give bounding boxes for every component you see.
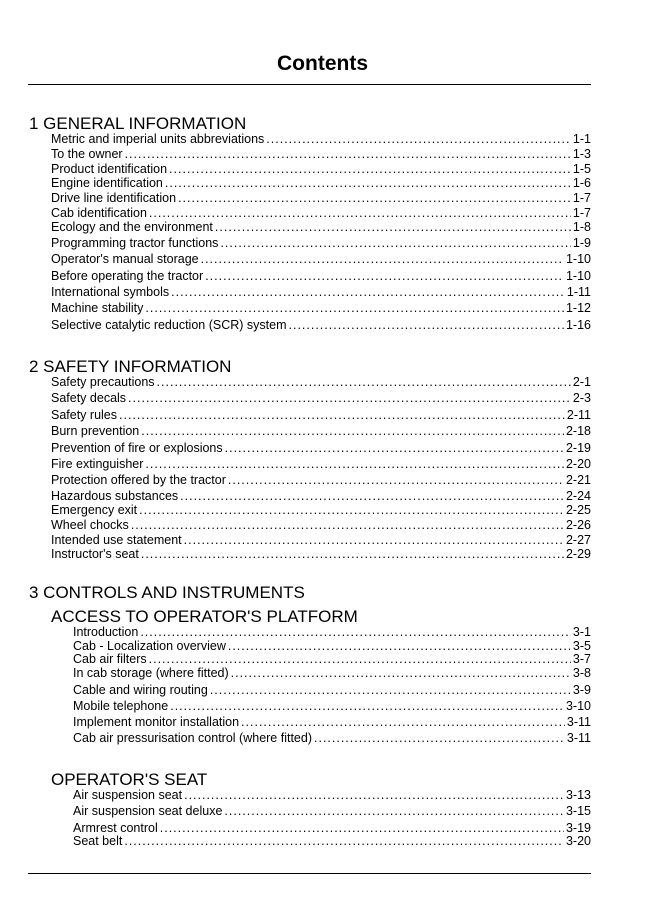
toc-entry-title: Intended use statement <box>51 533 182 547</box>
dot-leader <box>228 473 564 488</box>
toc-entry-page: 1-7 <box>572 191 591 205</box>
toc-entry <box>51 489 591 504</box>
toc-entry <box>51 375 591 390</box>
toc-entry-page: 1-8 <box>572 220 591 234</box>
footer-divider <box>28 873 591 874</box>
dot-leader <box>266 132 571 147</box>
toc-entry-title: Air suspension seat deluxe <box>73 804 223 818</box>
toc-entry <box>73 804 591 819</box>
dot-leader <box>231 666 571 681</box>
section-heading-controls-and-instruments: 3 CONTROLS AND INSTRUMENTS <box>29 583 305 602</box>
page-title: Contents <box>277 52 368 75</box>
dot-leader <box>165 176 571 191</box>
toc-entry-page: 3-7 <box>572 652 591 666</box>
dot-leader <box>241 715 565 730</box>
toc-entry-title: Introduction <box>73 625 139 639</box>
toc-entry <box>73 666 591 681</box>
toc-entry-title: To the owner <box>51 147 123 161</box>
toc-entry-page: 2-20 <box>565 457 591 471</box>
toc-entry-title: Engine identification <box>51 176 163 190</box>
toc-entry-page: 1-7 <box>572 206 591 220</box>
toc-entry <box>51 318 591 333</box>
toc-entry-title: Hazardous substances <box>51 489 179 503</box>
toc-entry-page: 2-1 <box>572 375 591 389</box>
dot-leader <box>149 206 571 221</box>
toc-entry-title: Cab air filters <box>73 652 147 666</box>
toc-entry <box>51 503 591 518</box>
section-heading-safety-information: 2 SAFETY INFORMATION <box>29 357 232 376</box>
toc-entry-title: International symbols <box>51 285 170 299</box>
dot-leader <box>124 834 564 849</box>
toc-entry-page: 3-15 <box>565 804 591 818</box>
toc-entry <box>51 408 591 423</box>
dot-leader <box>210 683 571 698</box>
dot-leader <box>289 318 564 333</box>
toc-entry-title: Selective catalytic reduction (SCR) system <box>51 318 287 332</box>
dot-leader <box>184 533 564 548</box>
toc-entry-title: Protection offered by the tractor <box>51 473 226 487</box>
toc-entry-title: Instructor's seat <box>51 547 139 561</box>
toc-entry-title: Armrest control <box>73 821 158 835</box>
toc-entry-title: Safety precautions <box>51 375 155 389</box>
dot-leader <box>314 731 565 746</box>
toc-entry-title: Drive line identification <box>51 191 177 205</box>
toc-entry-page: 3-10 <box>565 699 591 713</box>
dot-leader <box>140 625 571 640</box>
subsection-heading-access-to-operators-platform: ACCESS TO OPERATOR'S PLATFORM <box>51 607 358 626</box>
toc-entry-title: In cab storage (where fitted) <box>73 666 229 680</box>
dot-leader <box>180 489 564 504</box>
toc-entry <box>51 236 591 251</box>
toc-entry-page: 1-10 <box>565 269 591 283</box>
toc-entry <box>51 473 591 488</box>
toc-entry-title: Implement monitor installation <box>73 715 240 729</box>
dot-leader <box>224 804 564 819</box>
dot-leader <box>170 699 564 714</box>
toc-entry-title: Burn prevention <box>51 424 140 438</box>
toc-entry <box>73 683 591 698</box>
toc-entry <box>51 518 591 533</box>
toc-entry <box>51 191 591 206</box>
toc-entry-title: Cab air pressurisation control (where fitted) <box>73 731 312 745</box>
toc-entry-title: Safety rules <box>51 408 118 422</box>
toc-entry-title: Mobile telephone <box>73 699 169 713</box>
dot-leader <box>119 408 565 423</box>
toc-entry-title: Cable and wiring routing <box>73 683 208 697</box>
toc-entry-page: 2-18 <box>565 424 591 438</box>
toc-entry-title: Wheel chocks <box>51 518 129 532</box>
toc-entry-page: 2-26 <box>565 518 591 532</box>
toc-entry-page: 3-11 <box>566 715 591 729</box>
toc-entry-page: 2-29 <box>565 547 591 561</box>
dot-leader <box>145 301 564 316</box>
toc-entry-page: 2-25 <box>565 503 591 517</box>
dot-leader <box>225 441 564 456</box>
toc-entry-page: 3-19 <box>565 821 591 835</box>
toc-entry <box>73 715 591 730</box>
section-heading-general-information: 1 GENERAL INFORMATION <box>29 114 247 133</box>
toc-entry-page: 3-8 <box>572 666 591 680</box>
toc-entry <box>51 220 591 235</box>
toc-entry <box>51 252 591 267</box>
toc-entry-page: 1-11 <box>566 285 591 299</box>
dot-leader <box>157 375 571 390</box>
dot-leader <box>201 252 564 267</box>
toc-entry <box>51 285 591 300</box>
toc-entry <box>51 132 591 147</box>
toc-entry-page: 3-1 <box>572 625 591 639</box>
toc-entry <box>51 269 591 284</box>
toc-entry <box>51 457 591 472</box>
toc-entry-page: 2-24 <box>565 489 591 503</box>
toc-entry-page: 1-9 <box>572 236 591 250</box>
toc-entry-page: 1-16 <box>565 318 591 332</box>
toc-entry-title: Emergency exit <box>51 503 138 517</box>
dot-leader <box>178 191 571 206</box>
dot-leader <box>128 391 571 406</box>
dot-leader <box>131 518 564 533</box>
toc-entry-title: Cab - Localization overview <box>73 639 226 653</box>
toc-entry-title: Product identification <box>51 162 168 176</box>
dot-leader <box>139 503 564 518</box>
toc-entry <box>51 547 591 562</box>
toc-entry-page: 2-27 <box>565 533 591 547</box>
toc-entry <box>51 147 591 162</box>
toc-entry <box>51 206 591 221</box>
dot-leader <box>169 162 571 177</box>
toc-entry <box>73 699 591 714</box>
dot-leader <box>141 424 564 439</box>
dot-leader <box>125 147 571 162</box>
toc-entry <box>73 788 591 803</box>
toc-entry-page: 1-1 <box>572 132 591 146</box>
toc-entry-title: Fire extinguisher <box>51 457 144 471</box>
dot-leader <box>215 220 571 235</box>
toc-entry <box>73 731 591 746</box>
dot-leader <box>145 457 564 472</box>
toc-entry-title: Machine stability <box>51 301 144 315</box>
toc-entry-page: 3-13 <box>565 788 591 802</box>
toc-entry <box>51 533 591 548</box>
toc-entry <box>73 652 591 667</box>
toc-entry-page: 3-20 <box>565 834 591 848</box>
toc-entry-page: 1-5 <box>572 162 591 176</box>
toc-entry-title: Before operating the tractor <box>51 269 204 283</box>
toc-entry <box>51 162 591 177</box>
toc-entry-title: Cab identification <box>51 206 147 220</box>
toc-entry <box>73 834 591 849</box>
toc-entry-title: Prevention of fire or explosions <box>51 441 223 455</box>
toc-entry-page: 1-12 <box>565 301 591 315</box>
toc-entry-title: Safety decals <box>51 391 127 405</box>
toc-entry-page: 2-19 <box>565 441 591 455</box>
toc-entry <box>51 441 591 456</box>
dot-leader <box>141 547 564 562</box>
toc-entry <box>51 176 591 191</box>
subsection-heading-operators-seat: OPERATOR'S SEAT <box>51 770 208 789</box>
toc-entry-page: 2-21 <box>565 473 591 487</box>
dot-leader <box>205 269 564 284</box>
toc-entry-title: Air suspension seat <box>73 788 183 802</box>
dot-leader <box>220 236 570 251</box>
toc-entry-title: Ecology and the environment <box>51 220 213 234</box>
dot-leader <box>171 285 565 300</box>
toc-entry-page: 3-11 <box>566 731 591 745</box>
toc-entry <box>51 301 591 316</box>
toc-entry-page: 3-9 <box>572 683 591 697</box>
toc-entry <box>51 424 591 439</box>
toc-entry <box>73 625 591 640</box>
dot-leader <box>184 788 564 803</box>
toc-entry-title: Operator's manual storage <box>51 252 199 266</box>
toc-entry-page: 1-10 <box>565 252 591 266</box>
toc-entry <box>51 391 591 406</box>
toc-entry-page: 3-5 <box>572 639 591 653</box>
toc-entry-title: Programming tractor functions <box>51 236 219 250</box>
toc-entry-title: Seat belt <box>73 834 123 848</box>
toc-entry-page: 2-3 <box>572 391 591 405</box>
toc-entry-page: 1-6 <box>572 176 591 190</box>
toc-entry-page: 2-11 <box>566 408 591 422</box>
toc-entry-title: Metric and imperial units abbreviations <box>51 132 265 146</box>
title-divider <box>28 84 591 85</box>
toc-entry-page: 1-3 <box>572 147 591 161</box>
dot-leader <box>149 652 571 667</box>
